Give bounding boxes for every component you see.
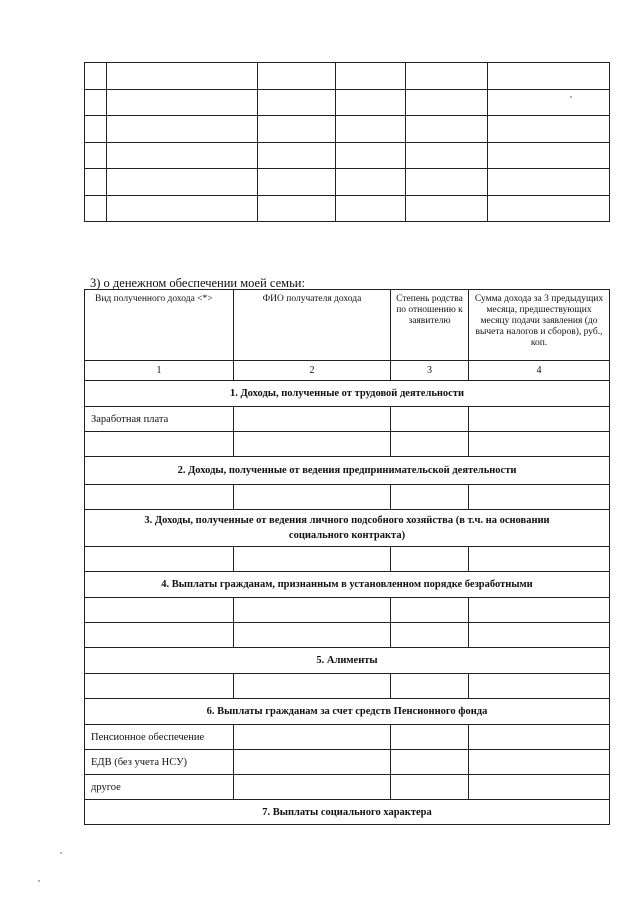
cell-recipient[interactable] (234, 485, 391, 510)
section-title-business-income: 2. Доходы, полученные от ведения предпринимательской деятельности (85, 457, 610, 485)
cell-kinship[interactable] (391, 485, 469, 510)
table-row (85, 598, 610, 623)
column-numbers-row (85, 361, 610, 381)
section-row (85, 457, 610, 485)
cell-recipient[interactable] (234, 623, 391, 648)
cell-kinship[interactable] (391, 623, 469, 648)
scan-speck (60, 852, 62, 854)
cell-recipient[interactable] (234, 674, 391, 699)
section-title-unemployment: 4. Выплаты гражданам, признанным в установленном порядке безработными (85, 572, 610, 598)
header-row (85, 290, 610, 361)
section-intro: 3) о денежном обеспечении моей семьи: (90, 276, 305, 290)
table-row (85, 407, 610, 432)
cell-amount[interactable] (469, 432, 610, 457)
cell-amount[interactable] (469, 407, 610, 432)
table-row (85, 432, 610, 457)
table-row (85, 775, 610, 800)
cell-amount[interactable] (469, 598, 610, 623)
table-row (85, 725, 610, 750)
cell-income-type[interactable] (85, 674, 234, 699)
section-row (85, 510, 610, 547)
cell-recipient[interactable] (234, 750, 391, 775)
cell-recipient[interactable] (234, 598, 391, 623)
cell-income-type[interactable] (85, 547, 234, 572)
cell-amount[interactable] (469, 547, 610, 572)
section-row (85, 648, 610, 674)
header-kinship: Степень родства по отношению к заявителю (391, 290, 469, 361)
table-row (85, 195, 610, 222)
section-title-alimony: 5. Алименты (85, 648, 610, 674)
section-title-labor-income: 1. Доходы, полученные от трудовой деятельности (85, 381, 610, 407)
table-row (85, 116, 610, 143)
column-number: 1 (85, 361, 234, 381)
cell-kinship[interactable] (391, 674, 469, 699)
cell-amount[interactable] (469, 775, 610, 800)
row-label-pension: Пенсионное обеспечение (85, 725, 234, 750)
cell-recipient[interactable] (234, 725, 391, 750)
row-label-salary: Заработная плата (85, 407, 234, 432)
row-label-other: другое (85, 775, 234, 800)
cell-amount[interactable] (469, 674, 610, 699)
cell-recipient[interactable] (234, 432, 391, 457)
table-row (85, 89, 610, 116)
cell-kinship[interactable] (391, 432, 469, 457)
column-number: 2 (234, 361, 391, 381)
cell-kinship[interactable] (391, 775, 469, 800)
scan-speck (570, 96, 572, 98)
header-amount: Сумма дохода за 3 предыдущих месяца, предшествующих месяцу подачи заявления (до вычета налогов и сборов), руб., коп. (469, 290, 610, 361)
cell-amount[interactable] (469, 750, 610, 775)
cell-kinship[interactable] (391, 598, 469, 623)
table-row (85, 142, 610, 169)
table-row (85, 547, 610, 572)
header-income-type: Вид полученного дохода <*> (85, 290, 234, 361)
section-title-pension-fund: 6. Выплаты гражданам за счет средств Пенсионного фонда (85, 699, 610, 725)
income-table (84, 289, 610, 825)
cell-kinship[interactable] (391, 547, 469, 572)
cell-income-type[interactable] (85, 623, 234, 648)
table-row (85, 674, 610, 699)
table-row (85, 750, 610, 775)
cell-income-type[interactable] (85, 432, 234, 457)
table-row (85, 169, 610, 196)
section-row (85, 572, 610, 598)
cell-recipient[interactable] (234, 775, 391, 800)
section-row (85, 381, 610, 407)
section-row (85, 800, 610, 825)
section-title-social-payments: 7. Выплаты социального характера (85, 800, 610, 825)
scan-speck (38, 880, 40, 882)
column-number: 3 (391, 361, 469, 381)
cell-amount[interactable] (469, 623, 610, 648)
section-title-household-income: 3. Доходы, полученные от ведения личного подсобного хозяйства (в т.ч. на основании социального контракта) (85, 510, 610, 547)
top-table (84, 62, 610, 222)
table-row (85, 623, 610, 648)
table-row (85, 63, 610, 90)
section-row (85, 699, 610, 725)
cell-recipient[interactable] (234, 407, 391, 432)
table-row (85, 485, 610, 510)
cell-income-type[interactable] (85, 485, 234, 510)
column-number: 4 (469, 361, 610, 381)
cell-recipient[interactable] (234, 547, 391, 572)
cell-kinship[interactable] (391, 407, 469, 432)
cell-amount[interactable] (469, 485, 610, 510)
cell-income-type[interactable] (85, 598, 234, 623)
cell-amount[interactable] (469, 725, 610, 750)
cell-kinship[interactable] (391, 725, 469, 750)
header-recipient: ФИО получателя дохода (234, 290, 391, 361)
row-label-edv: ЕДВ (без учета НСУ) (85, 750, 234, 775)
cell-kinship[interactable] (391, 750, 469, 775)
